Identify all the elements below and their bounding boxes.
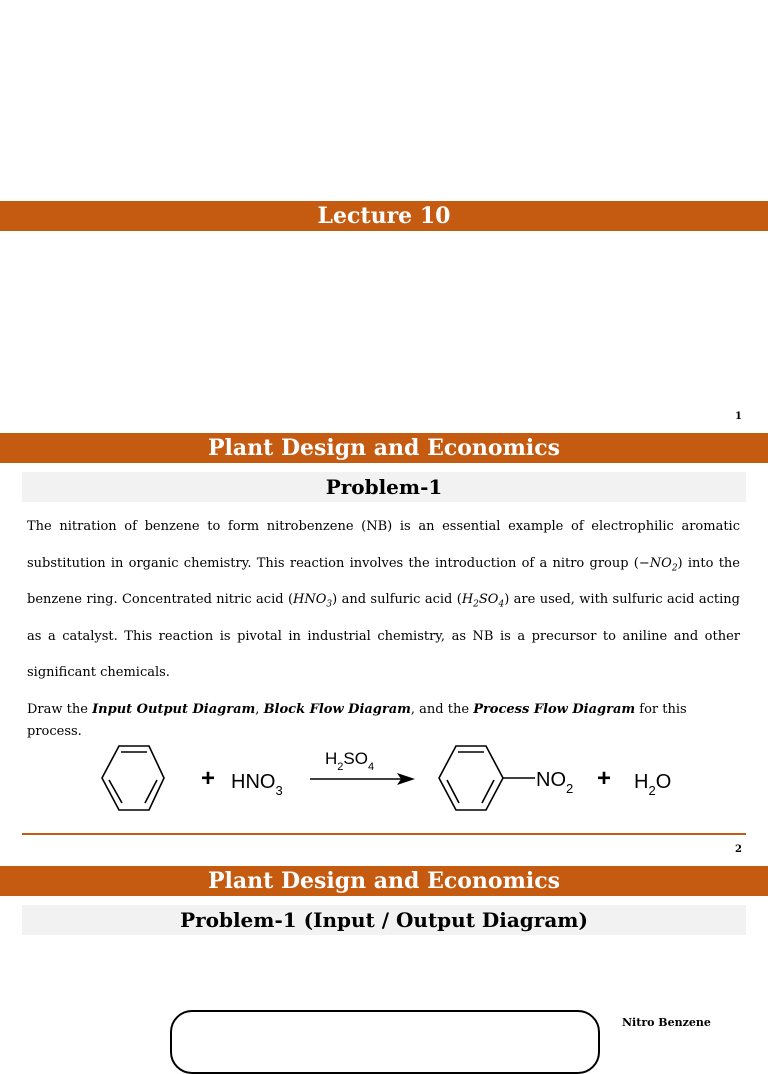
course-title-banner-2 <box>0 866 768 896</box>
reaction-arrow <box>310 773 415 785</box>
output-stream-label: Nitro Benzene <box>622 1016 711 1029</box>
process-block <box>170 1010 600 1074</box>
course-title-2: Plant Design and Economics <box>207 868 561 894</box>
sulfuric-acid-formula: $H_2SO_4$ <box>461 592 505 610</box>
lecture-title-banner <box>0 201 768 231</box>
page-number: 1 <box>735 411 742 422</box>
water-label: $H_2O$ <box>634 771 672 798</box>
pfd-term: Process Flow Diagram <box>473 702 636 717</box>
io-diagram-term: Input Output Diagram <box>92 702 256 717</box>
nitrobenzene-structure <box>439 746 535 810</box>
nitric-acid-label: $HNO_3$ <box>231 771 283 798</box>
benzene-structure <box>102 746 164 810</box>
problem-heading <box>22 472 746 502</box>
nitric-acid-formula: $HNO_3$ <box>293 592 333 610</box>
nitration-reaction-equation <box>95 740 695 820</box>
page-number-2: 2 <box>735 844 742 855</box>
catalyst-label: $H_2SO_4$ <box>325 749 375 773</box>
course-title-banner <box>0 433 768 463</box>
slide-divider <box>22 833 746 835</box>
problem-description: The nitration of benzene to form nitrobenzene (NB) is an essential example of electrophilic aromatic substitution in organic chemistry. This reaction involves the introduction of a nitro group $(-NO_2)$ into the benzene ring. Concentrated nitric acid $(HNO_3)$ and sulfuric acid $(H_2SO_4)$ are used, with sulfuric acid acting as a catalyst. This reaction is pivotal in industrial chemistry, as NB is a precursor to aniline and other significant chemicals. <box>27 519 740 680</box>
nitro-group-formula: $-NO_2$ <box>638 555 678 574</box>
lecture-title: Lecture 10 <box>317 203 451 229</box>
nitro-group-label: $NO_2$ <box>536 769 574 796</box>
plus-sign: + <box>201 765 216 792</box>
problem-title: Problem-1 <box>325 475 443 499</box>
problem-instruction: Draw the Input Output Diagram, Block Flow Diagram, and the Process Flow Diagram for this process. <box>27 702 687 739</box>
course-title: Plant Design and Economics <box>207 435 561 461</box>
bfd-term: Block Flow Diagram <box>263 702 411 717</box>
problem-title-2: Problem-1 (Input / Output Diagram) <box>180 908 588 932</box>
problem-heading-2 <box>22 905 746 935</box>
plus-sign-2: + <box>597 765 612 792</box>
